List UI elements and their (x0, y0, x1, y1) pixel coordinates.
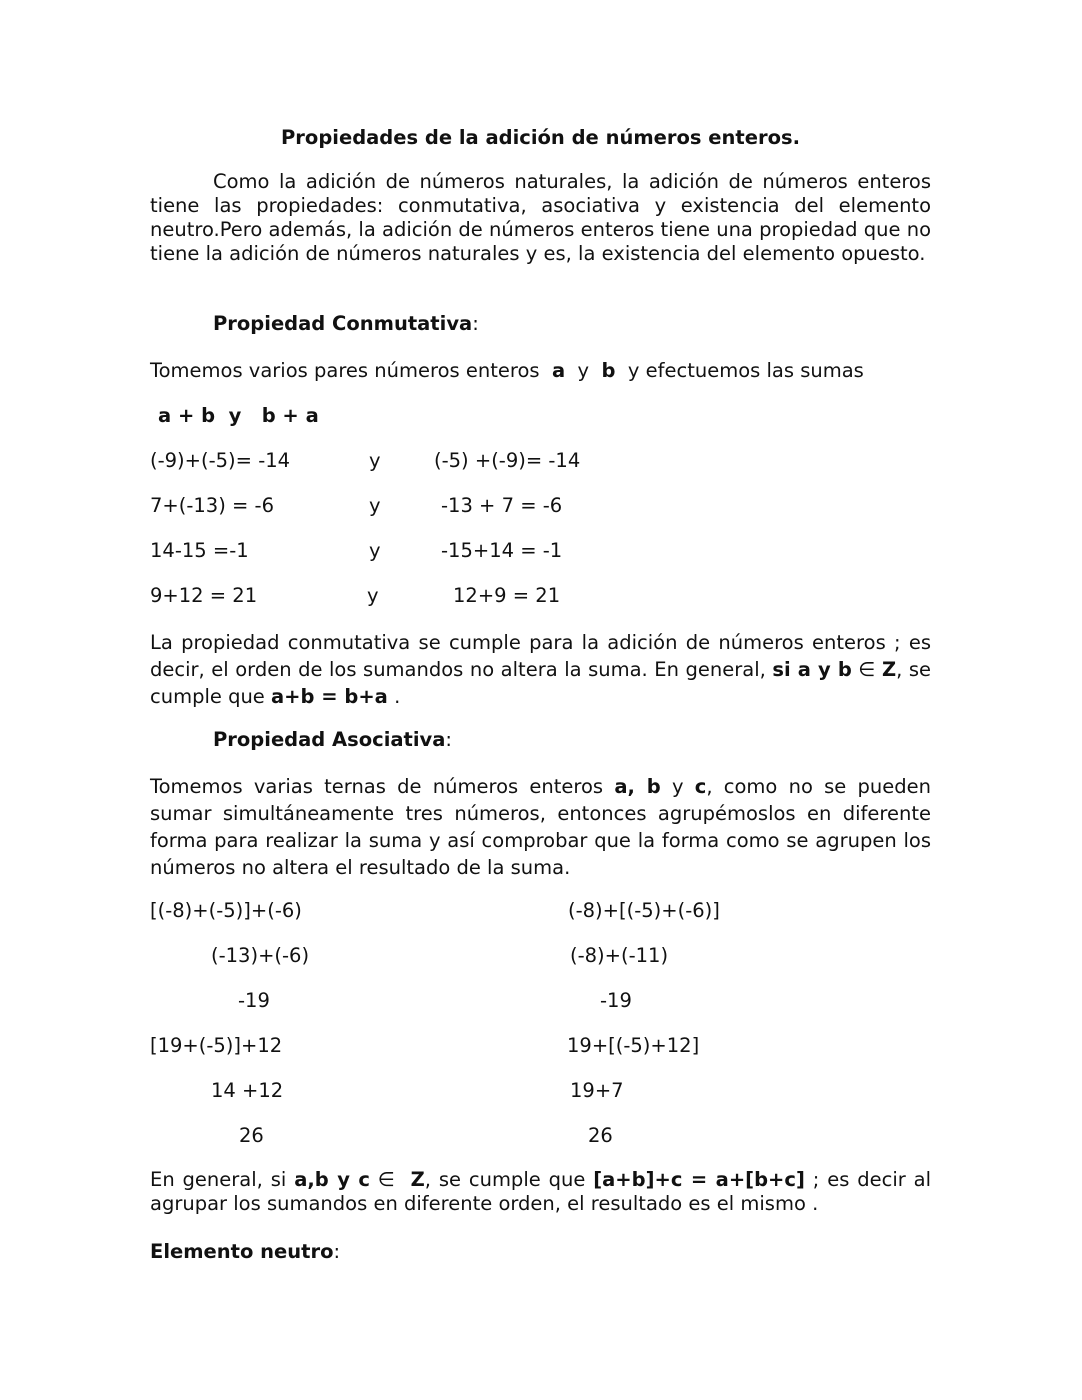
intro-paragraph: Como la adición de números naturales, la adición de números enteros tiene las propiedades: conmutativa, asociativa y existencia del elemento neutro.Pero además, la adición de números enteros tiene una propiedad que no tiene la adición de números naturales y es, la existencia del elemento opuesto. (150, 170, 931, 265)
element-of-symbol: ∈ (858, 658, 876, 681)
asociativa-vars: a, b (614, 775, 661, 798)
example-left: 7+(-13) = -6 (150, 494, 274, 517)
sums-label: a + b y b + a (158, 404, 319, 427)
general-text-3: ; es decir al agrupar los sumandos en diferente orden, el resultado es el mismo . (150, 1168, 932, 1215)
neutro-heading-colon: : (333, 1240, 341, 1263)
left-step: [(-8)+(-5)]+(-6) (150, 899, 302, 922)
general-text: En general, si (150, 1168, 287, 1191)
neutro-heading-text: Elemento neutro (150, 1240, 334, 1263)
neutro-heading (150, 1240, 340, 1263)
example-right: -13 + 7 = -6 (441, 494, 563, 517)
conmutativa-heading (213, 312, 479, 335)
conj-y: y (577, 359, 590, 382)
integers-set: Z (881, 658, 897, 681)
asociativa-var-c: c (694, 775, 707, 798)
left-step: (-13)+(-6) (211, 944, 310, 967)
asociativa-text: Tomemos varias ternas de números enteros (150, 775, 604, 798)
asociativa-heading (213, 728, 452, 751)
conclusion-text: La propiedad conmutativa se cumple para la adición de números enteros ; es decir, el orden de los sumandos no altera la suma. En general, (150, 631, 931, 681)
asociativa-heading-colon: : (445, 728, 452, 751)
example-right: (-5) +(-9)= -14 (434, 449, 581, 472)
conmutativa-heading-colon: : (472, 312, 479, 335)
conclusion-text-2: se cumple que (150, 658, 931, 708)
left-step: 26 (239, 1124, 264, 1147)
integers-set: Z (410, 1168, 425, 1191)
example-left: (-9)+(-5)= -14 (150, 449, 291, 472)
var-b: b (601, 359, 616, 382)
conmutativa-heading-text: Propiedad Conmutativa (213, 312, 473, 335)
example-conj: y (369, 494, 381, 517)
conclusion-period: . (394, 685, 401, 708)
page-title: Propiedades de la adición de números enteros. (281, 126, 800, 149)
conmutativa-conclusion: La propiedad conmutativa se cumple para la adición de números enteros ; es decir, el orden de los sumandos no altera la suma. En general, si a y b ∈ Z, se cumple que a+b = b+a . (150, 631, 931, 708)
example-conj: y (369, 539, 381, 562)
left-step: 14 +12 (211, 1079, 284, 1102)
example-left: 9+12 = 21 (150, 584, 258, 607)
associative-formula: [a+b]+c = a+[b+c] (593, 1168, 805, 1191)
right-step: -19 (600, 989, 632, 1012)
asociativa-conj: y (671, 775, 684, 798)
conclusion-condition: si a y b (772, 658, 852, 681)
right-step: (-8)+[(-5)+(-6)] (568, 899, 720, 922)
asociativa-heading-text: Propiedad Asociativa (213, 728, 446, 751)
asociativa-general (150, 1168, 931, 1216)
element-of-symbol: ∈ (377, 1168, 395, 1191)
right-step: 19+7 (570, 1079, 624, 1102)
commutative-formula: a+b = b+a (271, 685, 388, 708)
example-conj: y (367, 584, 379, 607)
conmutativa-lead-text: Tomemos varios pares números enteros (150, 359, 540, 382)
example-conj: y (369, 449, 381, 472)
asociativa-text-2: , como no se pueden sumar simultáneamente tres números, entonces agrupémoslos en diferente forma para realizar la suma y así comprobar que la forma como se agrupen los números no altera el resultado de la suma. (150, 775, 931, 879)
example-right: -15+14 = -1 (441, 539, 563, 562)
left-step: -19 (238, 989, 270, 1012)
general-vars: a,b y c (294, 1168, 370, 1191)
general-text-2: , se cumple que (424, 1168, 586, 1191)
right-step: 19+[(-5)+12] (567, 1034, 700, 1057)
example-right: 12+9 = 21 (453, 584, 561, 607)
example-left: 14-15 =-1 (150, 539, 249, 562)
var-a: a (551, 359, 566, 382)
left-step: [19+(-5)]+12 (150, 1034, 283, 1057)
conmutativa-lead (150, 359, 864, 382)
right-step: 26 (588, 1124, 613, 1147)
conmutativa-lead-end: y efectuemos las sumas (627, 359, 864, 382)
asociativa-paragraph (150, 773, 931, 881)
right-step: (-8)+(-11) (570, 944, 669, 967)
